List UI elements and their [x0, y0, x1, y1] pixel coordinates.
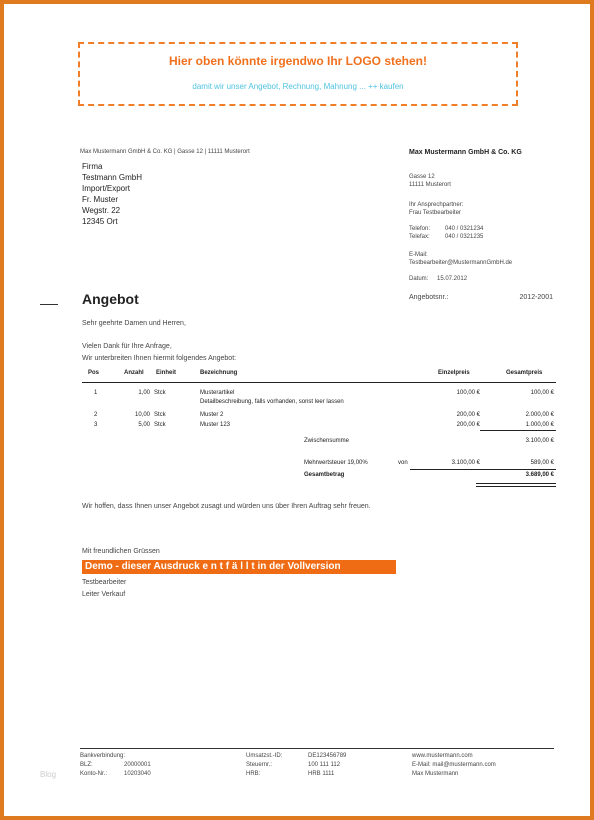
row-desc: Muster 123: [200, 422, 231, 428]
date-row: [409, 275, 569, 283]
company-name: Max Mustermann GmbH & Co. KG: [409, 149, 522, 156]
row-price: 200,00 €: [456, 412, 480, 418]
row-unit: Stck: [154, 390, 166, 396]
total-label: Gesamtbetrag: [304, 472, 345, 478]
company-street: Gasse 12: [409, 174, 435, 180]
row-qty: 5,00: [138, 422, 150, 428]
offer-number-label: Angebotsnr.:: [409, 294, 449, 301]
recipient-line: Fr. Muster: [82, 195, 119, 204]
intro-line-2: Wir unterbreiten Ihnen hiermit folgendes Angebot:: [82, 355, 237, 362]
recipient-line: Testmann GmbH: [82, 173, 143, 182]
footer-steuernr-label: Steuernr.:: [246, 762, 273, 768]
footer-email-link[interactable]: E-Mail: mail@mustermann.com: [412, 762, 496, 768]
footer-ust-label: Umsatzst.-ID:: [246, 753, 283, 759]
signer-name: Testbearbeiter: [82, 579, 127, 586]
salutation: Sehr geehrte Damen und Herren,: [82, 320, 186, 327]
row-pos: 1: [94, 390, 98, 396]
intro-line-1: Vielen Dank für Ihre Anfrage,: [82, 343, 172, 350]
row-qty: 10,00: [134, 412, 150, 418]
row-unit: Stck: [154, 422, 166, 428]
telephone-row: [409, 225, 569, 233]
subtotal-label: Zwischensumme: [304, 438, 350, 444]
fax-label: Telefax:: [409, 234, 430, 240]
row-desc: Muster 2: [200, 412, 224, 418]
closing-text: Wir hoffen, dass Ihnen unser Angebot zusagt und würden uns über Ihren Auftrag sehr freuen.: [82, 503, 371, 510]
recipient-line: Firma: [82, 162, 103, 171]
date-label: Datum:: [409, 276, 429, 282]
footer-blz-value: 20000001: [124, 762, 151, 768]
col-header-qty: Anzahl: [124, 370, 144, 376]
logo-title: Hier oben könnte irgendwo Ihr LOGO stehen!: [168, 54, 428, 68]
table-header-rule: [82, 382, 556, 383]
total-value: 3.689,00 €: [525, 472, 554, 478]
fax-value: 040 / 0321235: [445, 234, 484, 240]
col-header-unit: Einheit: [156, 370, 177, 376]
row-price: 100,00 €: [456, 390, 480, 396]
footer-hrb-value: HRB 1111: [308, 771, 335, 777]
footer-ust-value: DE123456789: [308, 753, 347, 759]
col-header-price: Einzelpreis: [438, 370, 470, 376]
logo-placeholder: [78, 42, 518, 106]
footer-konto-value: 10203040: [124, 771, 151, 777]
vat-from: von: [398, 460, 408, 466]
col-header-pos: Pos: [88, 370, 100, 376]
greeting: Mit freundlichen Grüssen: [82, 548, 160, 555]
total-rule-2: [476, 486, 556, 487]
row-qty: 1,00: [138, 390, 150, 396]
vat-label: Mehrwertsteuer 19,00%: [304, 460, 368, 466]
fold-mark: [40, 304, 58, 305]
footer-rule: [80, 748, 554, 749]
row-desc-detail: Detailbeschreibung, falls vorhanden, sonst leer lassen: [200, 399, 344, 405]
signer-title: Leiter Verkauf: [82, 591, 126, 598]
vat-base-rule: [410, 469, 482, 470]
row-desc: Musterartikel: [200, 390, 235, 396]
fax-row: [409, 233, 569, 241]
row-price: 200,00 €: [456, 422, 480, 428]
company-city: 11111 Musterort: [409, 182, 451, 188]
subtotal-value: 3.100,00 €: [525, 438, 554, 444]
vat-value: 589,00 €: [530, 460, 554, 466]
offer-number-value: 2012-2001: [519, 294, 553, 301]
col-header-total: Gesamtpreis: [506, 370, 543, 376]
recipient-line: Wegstr. 22: [82, 206, 121, 215]
footer-konto-label: Konto-Nr.:: [80, 771, 108, 777]
col-header-desc: Bezeichnung: [200, 370, 238, 376]
email-value: Testbearbeiter@MustermannGmbH.de: [409, 260, 513, 266]
row-total: 1.000,00 €: [525, 422, 554, 428]
row-pos: 2: [94, 412, 98, 418]
vat-base: 3.100,00 €: [451, 460, 480, 466]
sender-return-line: Max Mustermann GmbH & Co. KG | Gasse 12 | 11111 Musterort: [80, 149, 250, 155]
email-label: E-Mail:: [409, 252, 428, 258]
contact-label: Ihr Ansprechpartner:: [409, 202, 464, 208]
vat-rule: [480, 469, 556, 470]
offer-number-row: [409, 293, 553, 302]
recipient-address: [82, 162, 142, 228]
row-pos: 3: [94, 422, 98, 428]
footer-steuernr-value: 100 111 112: [308, 762, 341, 768]
row-total: 2.000,00 €: [525, 412, 554, 418]
total-rule-1: [476, 483, 556, 484]
footer-hrb-label: HRB:: [246, 771, 261, 777]
row-unit: Stck: [154, 412, 166, 418]
date-value: 15.07.2012: [437, 276, 468, 282]
telephone-value: 040 / 0321234: [445, 226, 484, 232]
document-page: [4, 4, 590, 816]
watermark-text: Blog: [40, 770, 57, 779]
logo-subtitle: damit wir unser Angebot, Rechnung, Mahnung ... ++ kaufen: [192, 82, 404, 91]
recipient-line: Import/Export: [82, 184, 131, 193]
company-info-block: [409, 148, 569, 302]
footer-website-link[interactable]: www.mustermann.com: [412, 753, 473, 759]
demo-banner: Demo - dieser Ausdruck e n t f ä l l t in der Vollversion: [82, 560, 396, 574]
contact-name: Frau Testbearbeiter: [409, 210, 461, 216]
row-total: 100,00 €: [530, 390, 554, 396]
footer-blz-label: BLZ:: [80, 762, 93, 768]
footer-bank-label: Bankverbindung:: [80, 753, 126, 759]
footer-managing-director: Max Mustermann: [412, 771, 459, 777]
telephone-label: Telefon:: [409, 226, 431, 232]
subtotal-rule: [480, 430, 556, 431]
document-heading: Angebot: [82, 291, 139, 307]
recipient-line: 12345 Ort: [82, 217, 118, 226]
